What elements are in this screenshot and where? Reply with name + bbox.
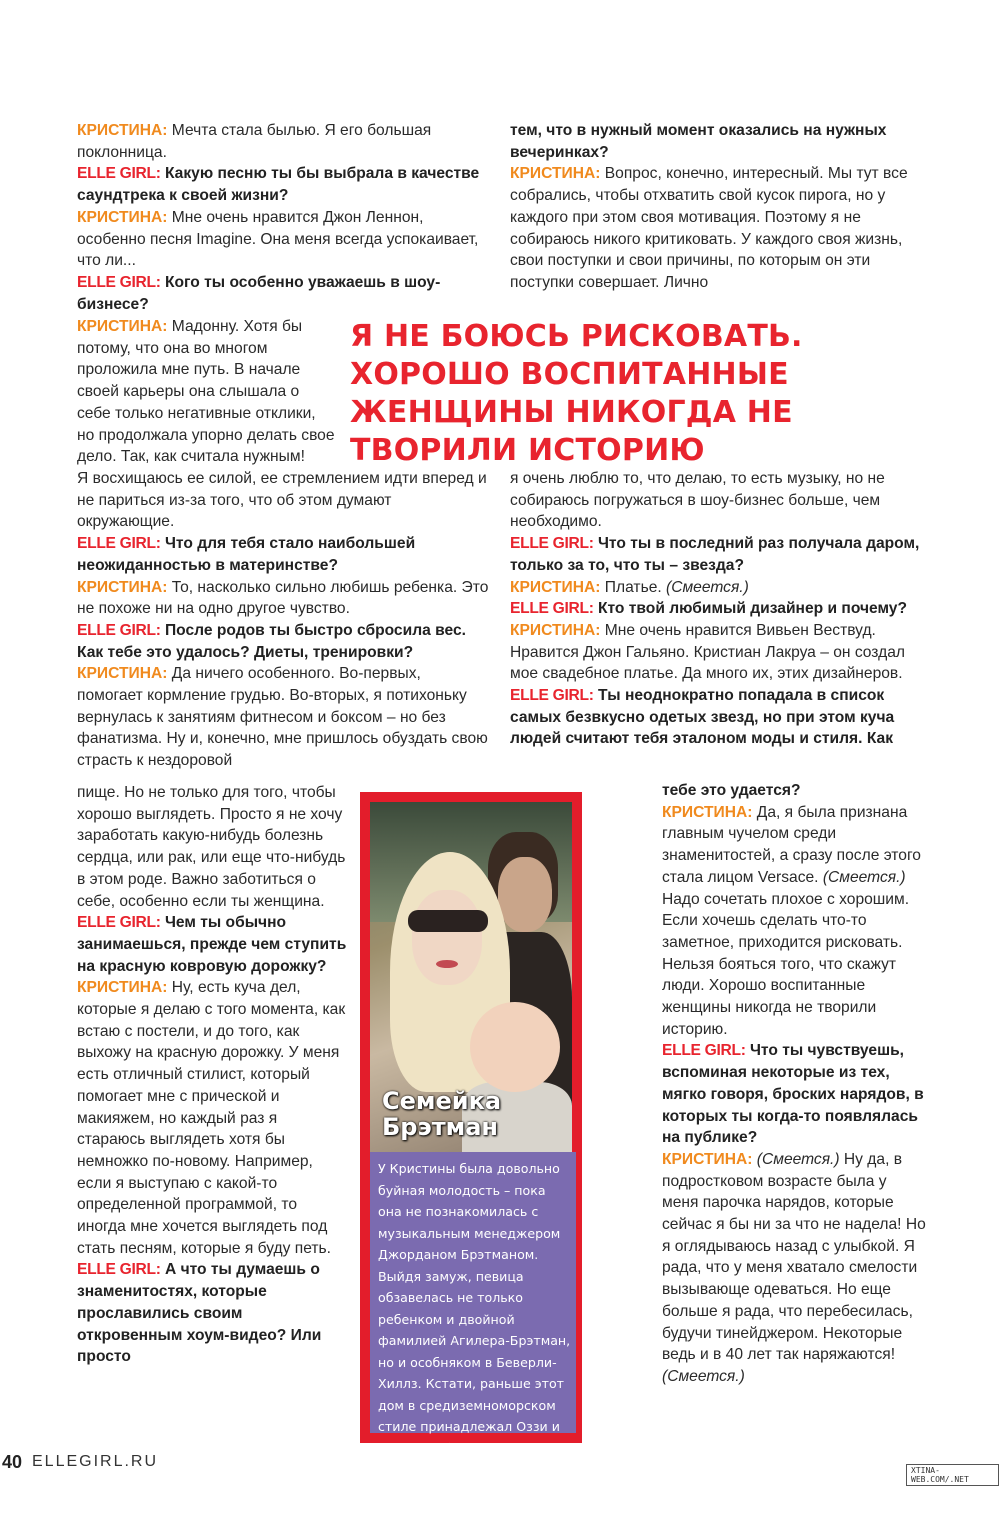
answer-text: пище. Но не только для того, чтобы хорошо выглядеть. Просто я не хочу заработать какую-нибудь болезнь сердца, или рак, или еще что-нибудь в этом роде. Важно заботиться о себе, особенно если ты женщина. — [77, 784, 346, 910]
dialogue-paragraph — [77, 1259, 347, 1368]
answer-text: я очень люблю то, что делаю, то есть музыку, но не собираюсь погружаться в шоу-бизнес больше, чем необходимо. — [510, 470, 885, 531]
dialogue-paragraph — [510, 120, 922, 163]
speaker-ellegirl: ELLE GIRL: — [77, 535, 161, 553]
speaker-ellegirl: ELLE GIRL: — [77, 621, 161, 639]
speaker-ellegirl: ELLE GIRL: — [662, 1042, 746, 1060]
dialogue-paragraph — [77, 533, 489, 576]
watermark: XTINA-WEB.COM/.NET — [906, 1464, 999, 1486]
dialogue-paragraph — [662, 1149, 927, 1388]
speaker-kristina: КРИСТИНА: — [77, 318, 168, 335]
sidebar-text: У Кристины была довольно буйная молодость – пока она не познакомилась с музыкальным менеджером Джорданом Брэтманом. Выйдя замуж, певица обзавелась не только ребенком и двойной фамилией Агилера-Брэтман, но и особняком в Беверли-Хиллз. Кстати, раньше этот дом в средиземноморском стиле принадлежал Оззи и Шэрон Осборн – именно в нем снималось реалити-шоу о жизни экстравагантной семейки. — [370, 1152, 576, 1433]
speaker-ellegirl: ELLE GIRL: — [77, 914, 161, 932]
question-text: Что ты в последний раз получала даром, только за то, что ты – звезда? — [510, 535, 920, 574]
speaker-kristina: КРИСТИНА: — [77, 122, 168, 139]
answer-text: То, насколько сильно любишь ребенка. Это не похоже ни на одно другое чувство. — [77, 578, 489, 618]
sidebar-title: Семейка Брэтман — [382, 1087, 502, 1141]
question-text: Кто твой любимый дизайнер и почему? — [593, 600, 908, 618]
speaker-ellegirl: ELLE GIRL: — [77, 165, 161, 183]
dialogue-paragraph — [77, 207, 485, 272]
dialogue-paragraph — [662, 802, 927, 1041]
question-text: тебе это удается? — [662, 782, 801, 799]
column-1-top — [77, 120, 485, 315]
answer-text: Мне очень нравится Вивьен Вествуд. Нравится Джон Гальяно. Кристиан Лакруа – он создал мое свадебное платье. Да много их, этих дизайнеров. — [510, 621, 905, 683]
answer-text: Мадонну. Хотя бы потому, что она во многом проложила мне путь. В начале своей карьеры она слышала о себе только негативные отклики, но продолжала упорно делать свое дело. Так, как считала нужным! — [77, 318, 335, 466]
column-2-middle — [510, 468, 922, 750]
dialogue-paragraph — [662, 780, 927, 802]
page-number: 40 — [2, 1452, 23, 1472]
dialogue-paragraph — [77, 912, 347, 977]
dialogue-paragraph — [77, 468, 489, 533]
dialogue-paragraph — [510, 163, 922, 293]
dialogue-paragraph — [77, 272, 485, 315]
dialogue-paragraph — [77, 163, 485, 206]
speaker-kristina: КРИСТИНА: — [662, 803, 753, 821]
answer-text: Платье. — [600, 578, 667, 596]
answer-text: Мне очень нравится Джон Леннон, особенно песня Imagine. Она меня всегда успокаивает, что ли... — [77, 208, 479, 270]
answer-text: Мечта стала былью. Я его большая поклонница. — [77, 122, 432, 161]
dialogue-paragraph — [662, 1040, 927, 1149]
dialogue-paragraph — [77, 620, 489, 663]
dialogue-paragraph — [510, 685, 922, 750]
answer-text: Да ничего особенного. Во-первых, помогает кормление грудью. Во-вторых, я потихоньку вернулась к занятиям фитнесом и боксом – но без фанатизма. Ну и, конечно, мне пришлось обуздать свою страсть к нездоровой — [77, 665, 488, 770]
column-2-top — [510, 120, 922, 294]
stage-note: (Смеется.) — [756, 1150, 840, 1168]
dialogue-paragraph — [77, 577, 489, 620]
speaker-kristina: КРИСТИНА: — [77, 665, 168, 683]
question-text: Какую песню ты бы выбрала в качестве саундтрека к своей жизни? — [77, 165, 480, 205]
speaker-kristina: КРИСТИНА: — [77, 578, 168, 596]
column-1-bottom — [77, 782, 347, 1368]
question-text: Ты неоднократно попадала в список самых безвкусно одетых звезд, но при этом куча людей считают тебя эталоном моды и стиля. Как — [510, 687, 895, 748]
dialogue-paragraph — [510, 533, 922, 576]
sidebar-box — [360, 792, 582, 1520]
dialogue-paragraph — [510, 598, 922, 620]
speaker-kristina: КРИСТИНА: — [510, 621, 601, 639]
pull-quote: Я НЕ БОЮСЬ РИСКОВАТЬ. ХОРОШО ВОСПИТАННЫЕ ЖЕНЩИНЫ НИКОГДА НЕ ТВОРИЛИ ИСТОРИЮ — [350, 319, 803, 468]
answer-text: Вопрос, конечно, интересный. Мы тут все собрались, чтобы отхватить свой кусок пирога, но у каждого при этом своя мотивация. Поэтому я не собираюсь никого критиковать. У каждого своя жизнь, свои поступки и свои причины, по которым он эти поступки совершает. Лично — [510, 165, 908, 291]
dialogue-paragraph — [77, 120, 485, 163]
column-1-beside-quote — [77, 316, 335, 468]
speaker-ellegirl: ELLE GIRL: — [510, 687, 594, 705]
question-text: А что ты думаешь о знаменитостях, которые прославились своим откровенным хоум-видео? Или просто — [77, 1261, 322, 1366]
dialogue-paragraph — [77, 977, 347, 1259]
column-1-middle — [77, 468, 489, 772]
column-2-bottom — [662, 780, 927, 1388]
dialogue-paragraph — [510, 620, 922, 685]
stage-note: (Смеется.) — [822, 868, 906, 886]
question-text: тем, что в нужный момент оказались на нужных вечеринках? — [510, 122, 887, 161]
dialogue-paragraph — [510, 577, 922, 599]
speaker-ellegirl: ELLE GIRL: — [77, 1261, 161, 1279]
site-url: ELLEGIRL.RU — [32, 1453, 159, 1470]
speaker-kristina: КРИСТИНА: — [662, 1150, 753, 1168]
speaker-kristina: КРИСТИНА: — [77, 208, 168, 226]
dialogue-paragraph — [77, 663, 489, 772]
question-text: После родов ты быстро сбросила вес. Как тебе это удалось? Диеты, тренировки? — [77, 621, 466, 661]
question-text: Что для тебя стало наибольшей неожиданностью в материнстве? — [77, 535, 416, 574]
question-text: Кого ты особенно уважаешь в шоу-бизнесе? — [77, 273, 441, 313]
stage-note: (Смеется.) — [662, 1367, 745, 1385]
question-text: Чем ты обычно занимаешься, прежде чем ступить на красную ковровую дорожку? — [77, 914, 347, 975]
question-text: Что ты чувствуешь, вспоминая некоторые из тех, мягко говоря, броских нарядов, в которых ты когда-то появлялась на публике? — [662, 1042, 924, 1147]
answer-text: Ну да, в подростковом возрасте была у меня парочка нарядов, которые сейчас я бы ни за что не надела! Но я оглядываюсь назад с улыбкой. Я рада, что у меня хватало смелости вызывающе одеваться. Но еще больше я рада, что перебесилась, будучи тинейджером. Некоторые ведь и в 40 лет так наряжаются! — [662, 1150, 926, 1364]
speaker-kristina: КРИСТИНА: — [510, 578, 601, 596]
speaker-ellegirl: ELLE GIRL: — [510, 600, 594, 618]
family-photo — [370, 802, 572, 1152]
speaker-ellegirl: ELLE GIRL: — [510, 535, 594, 553]
dialogue-paragraph — [77, 316, 335, 468]
answer-text: Я восхищаюсь ее силой, ее стремлением идти вперед и не париться из-за того, что об этом думают окружающие. — [77, 470, 487, 531]
speaker-ellegirl: ELLE GIRL: — [77, 273, 161, 291]
answer-text: Да, я была признана главным чучелом среди знаменитостей, а сразу после этого стала лицом Versace. — [662, 803, 921, 886]
speaker-kristina: КРИСТИНА: — [77, 979, 168, 997]
speaker-kristina: КРИСТИНА: — [510, 165, 601, 183]
dialogue-paragraph — [77, 782, 347, 912]
answer-text: Надо сочетать плохое с хорошим. Если хочешь сделать что-то заметное, приходится рисковать. Нельзя бояться того, что скажут люди. Хорошо воспитанные женщины никогда не творили историю. — [662, 890, 910, 1038]
dialogue-paragraph — [510, 468, 922, 533]
answer-text: Ну, есть куча дел, которые я делаю с того момента, как встаю с постели, и до того, как выхожу на красную дорожку. У меня есть отличный стилист, который помогает мне с прической и макияжем, но каждый раз я стараюсь выглядеть хотя бы немножко по-новому. Например, если я выступаю с какой-то определенной программой, то иногда мне хочется выглядеть под стать песням, которые я буду петь. — [77, 979, 346, 1257]
stage-note: (Смеется.) — [666, 578, 749, 596]
